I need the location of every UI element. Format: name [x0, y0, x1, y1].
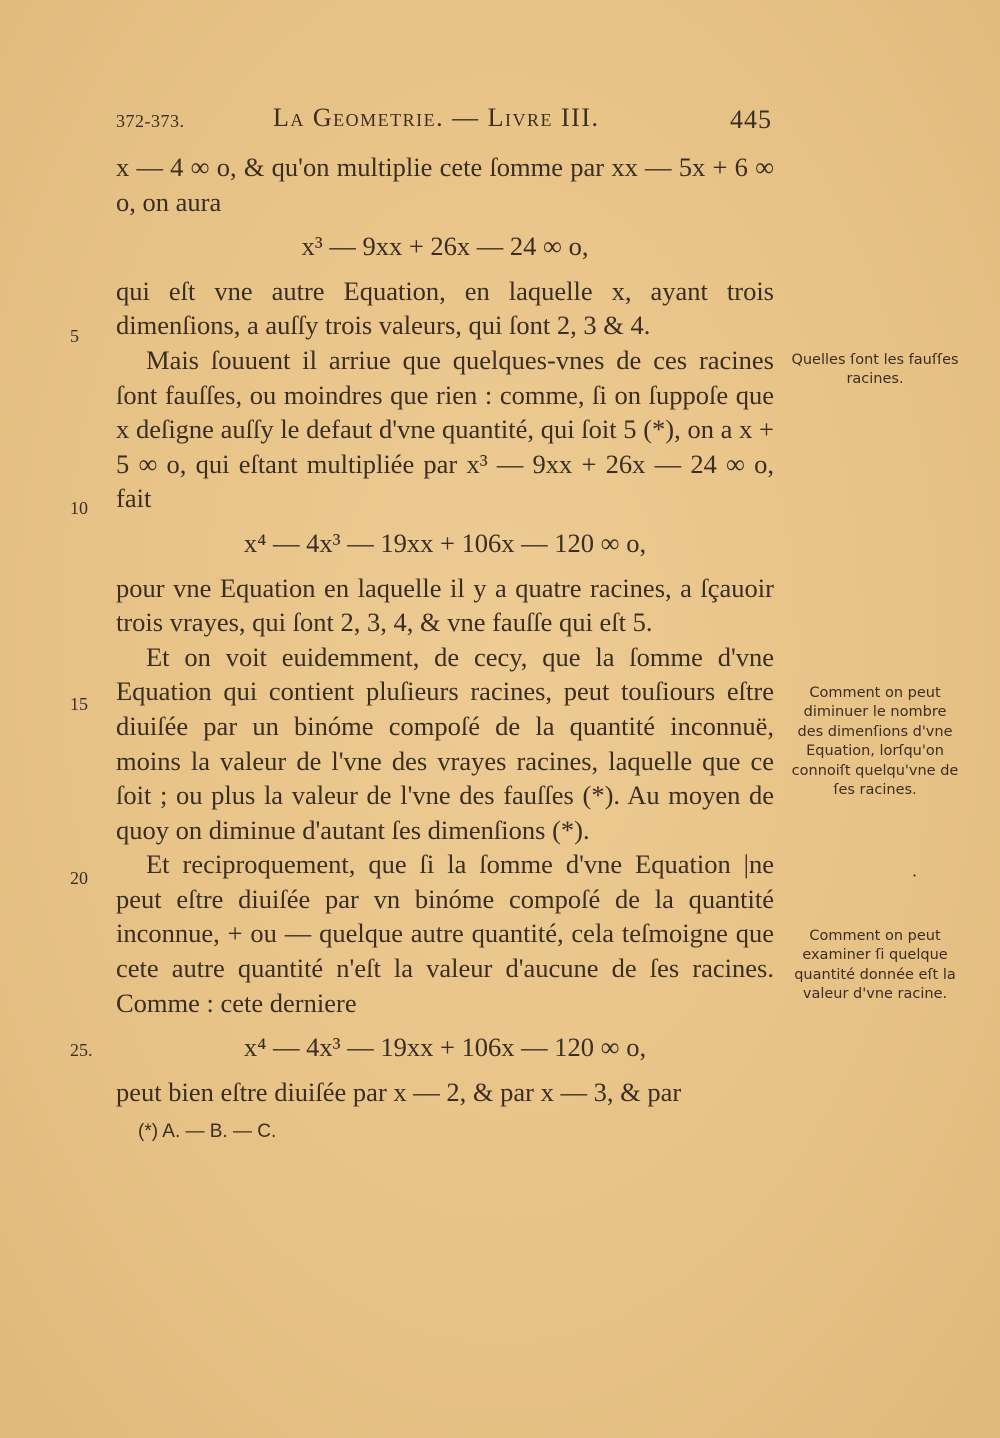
margin-note-false-roots: Quelles ſont les fauſſes racines.	[791, 352, 959, 388]
margin-note-examine-root: Comment on peut examiner ſi quelque quantité donnée eſt la valeur d'vne racine.	[794, 928, 956, 1003]
paragraph-4: pour vne Equation en laquelle il y a quatre racines, a ſçauoir trois vrayes, qui ſont 2, 3, 4, & vne fauſſe qui eſt 5.	[116, 572, 774, 638]
paragraph-2: qui eſt vne autre Equation, en laquelle x, ayant trois dimenſions, a auſſy trois valeurs, qui ſont 2, 3 & 4.	[116, 275, 774, 341]
running-head	[116, 103, 772, 137]
paragraph-3: Mais ſouuent il arriue que quelques-vnes de ces racines ſont fauſſes, ou moindres que rien : comme, ſi on ſuppoſe que x deſigne auſſy le defaut d'vne quantité, qui ſoit 5 (*), on a x + 5 ∞ o, qui eſtant multipliée par x³ — 9xx + 26x — 24 ∞ o, fait	[116, 344, 774, 514]
running-title: La Geometrie. — Livre III.	[273, 103, 600, 132]
line-number-20: 20	[70, 868, 88, 888]
page-number: 445	[730, 105, 772, 134]
line-number-25: 25.	[70, 1040, 93, 1060]
equation-3: x⁴ — 4x³ — 19xx + 106x — 120 ∞ o,	[243, 1032, 647, 1063]
equation-2: x⁴ — 4x³ — 19xx + 106x — 120 ∞ o,	[243, 527, 647, 558]
paragraph-1: x — 4 ∞ o, & qu'on multiplie cete ſomme par xx — 5x + 6 ∞ o, on aura	[116, 152, 774, 217]
paragraph-6: Et reciproquement, que ſi la ſomme d'vne Equation |ne peut eſtre diuiſée par vn binóme compoſé de la quantité inconnue, + ou — quelque autre quantité, cela teſmoigne que cete autre quantité n'eſt la valeur d'aucune de ſes racines. Comme : cete derniere	[116, 849, 774, 1018]
paragraph-5: Et on voit euidemment, de cecy, que la ſomme d'vne Equation qui contient pluſieurs racines, peut touſiours eſtre diuiſée par un binóme compoſé de la quantité inconnuë, moins la valeur de l'vne des vrayes racines, laquelle que ce ſoit ; ou plus la valeur de l'vne des fauſſes (*). Au moyen de quoy on diminue d'autant ſes dimenſions (*).	[116, 641, 774, 845]
main-text	[116, 150, 774, 1150]
margin-note-diminish-dimensions: Comment on peut diminuer le nombre des dimenſions d'vne Equation, lorſqu'on connoiſt quelqu'vne de ſes racines.	[791, 685, 959, 799]
line-number-10: 10	[70, 498, 88, 518]
margin-dot: ·	[912, 866, 918, 885]
page-range: 372-373.	[116, 111, 185, 131]
line-number-5: 5	[70, 326, 79, 346]
paragraph-7: peut bien eſtre diuiſée par x — 2, & par x — 3, & par	[116, 1076, 682, 1107]
line-number-15: 15	[70, 694, 88, 714]
equation-1: x³ — 9xx + 26x — 24 ∞ o,	[301, 231, 589, 262]
footnote: (*) A. — B. — C.	[138, 1121, 277, 1143]
